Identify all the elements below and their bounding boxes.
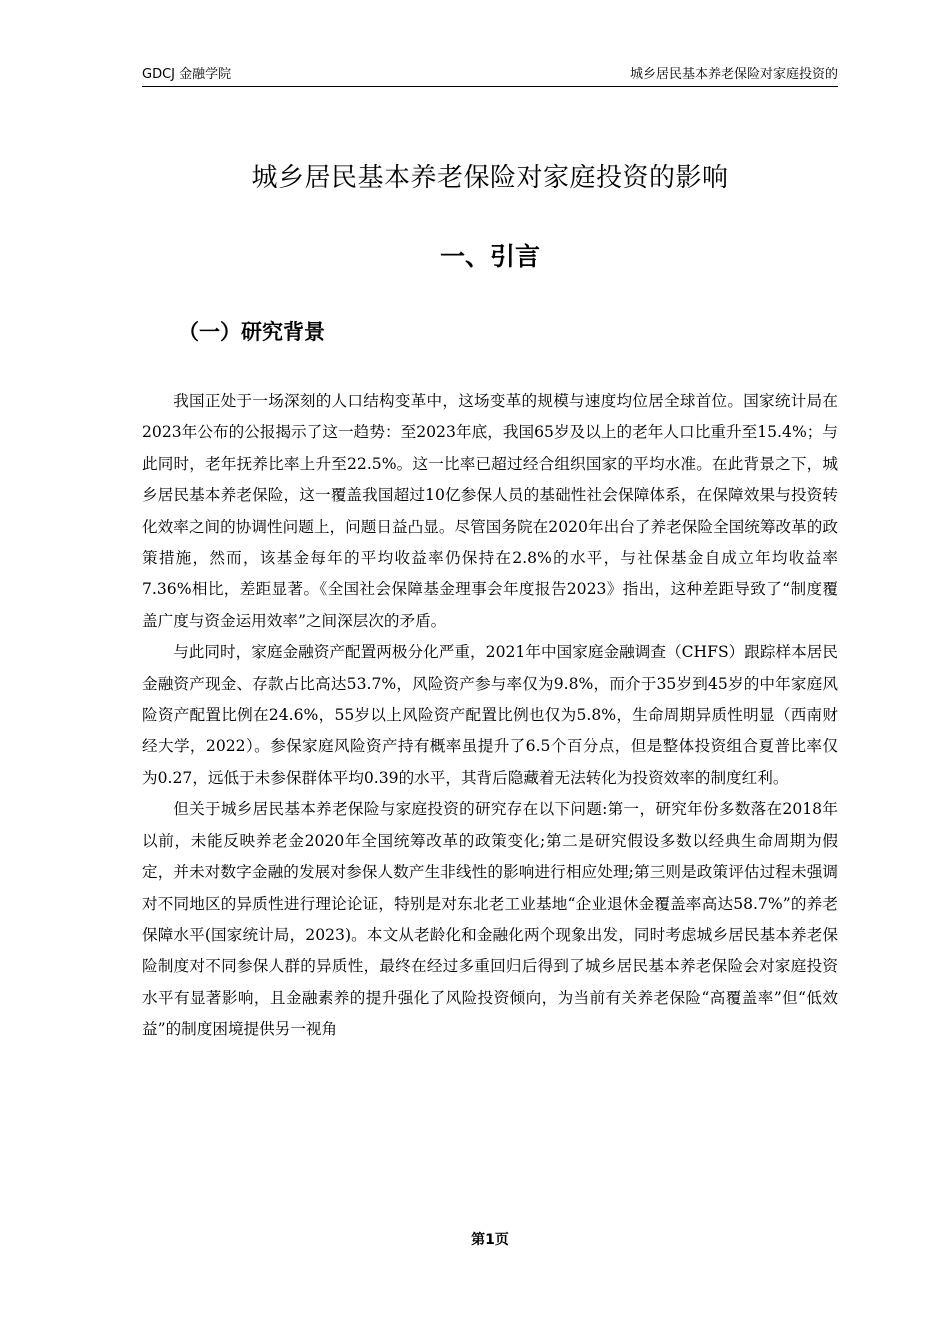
header-running-title: 城乡居民基本养老保险对家庭投资的 <box>629 67 838 82</box>
paragraph: 我国正处于一场深刻的人口结构变革中，这场变革的规模与速度均位居全球首位。国家统计局在2023年公布的公报揭示了这一趋势：至2023年底，我国65岁及以上的老年人口比重升至15.4%；与此同时，老年抚养比率上升至22.5%。这一比率已超过经合组织国家的平均水准。在此背景之下，城乡居民基本养老保险，这一覆盖我国超过10亿参保人员的基础性社会保障体系，在保障效果与投资转化效率之间的协调性问题上，问题日益凸显。尽管国务院在2020年出台了养老保险全国统筹改革的政策措施，然而，该基金每年的平均收益率仍保持在2.8%的水平，与社保基金自成立年均收益率7.36%相比，差距显著。《全国社会保障基金理事会年度报告2023》指出，这种差距导致了“制度覆盖广度与资金运用效率”之间深层次的矛盾。 <box>142 392 838 630</box>
header-institution: GDCJ 金融学院 <box>142 67 232 82</box>
page-number: 第1页 <box>471 1232 509 1248</box>
page-header <box>142 64 838 87</box>
paragraph: 但关于城乡居民基本养老保险与家庭投资的研究存在以下问题:第一，研究年份多数落在2018年以前，未能反映养老金2020年全国统筹改革的政策变化;第二是研究假设多数以经典生命周期为假定，并未对数字金融的发展对参保人数产生非线性的影响进行相应处理;第三则是政策评估过程未强调对不同地区的异质性进行理论论证，特别是对东北老工业基地“企业退休金覆盖率高达58.7%”的养老保障水平(国家统计局，2023)。本文从老龄化和金融化两个现象出发，同时考虑城乡居民基本养老保险制度对不同参保人群的异质性，最终在经过多重回归后得到了城乡居民基本养老保险会对家庭投资水平有显著影响，且金融素养的提升强化了风险投资倾向，为当前有关养老保险“高覆盖率”但“低效益”的制度困境提供另一视角 <box>142 800 838 1039</box>
document-title: 城乡居民基本养老保险对家庭投资的影响 <box>251 163 729 193</box>
section-heading: 一、引言 <box>439 242 540 271</box>
body-text <box>142 386 838 1046</box>
sub-heading: （一）研究背景 <box>178 320 325 344</box>
paragraph: 与此同时，家庭金融资产配置两极分化严重，2021年中国家庭金融调查（CHFS）跟踪样本居民金融资产现金、存款占比高达53.7%，风险资产参与率仅为9.8%，而介于35岁到45岁的中年家庭风险资产配置比例在24.6%，55岁以上风险资产配置比例也仅为5.8%，生命周期异质性明显（西南财经大学，2022）。参保家庭风险资产持有概率虽提升了6.5个百分点，但是整体投资组合夏普比率仅为0.27，远低于未参保群体平均0.39的水平，其背后隐藏着无法转化为投资效率的制度红利。 <box>142 643 838 787</box>
